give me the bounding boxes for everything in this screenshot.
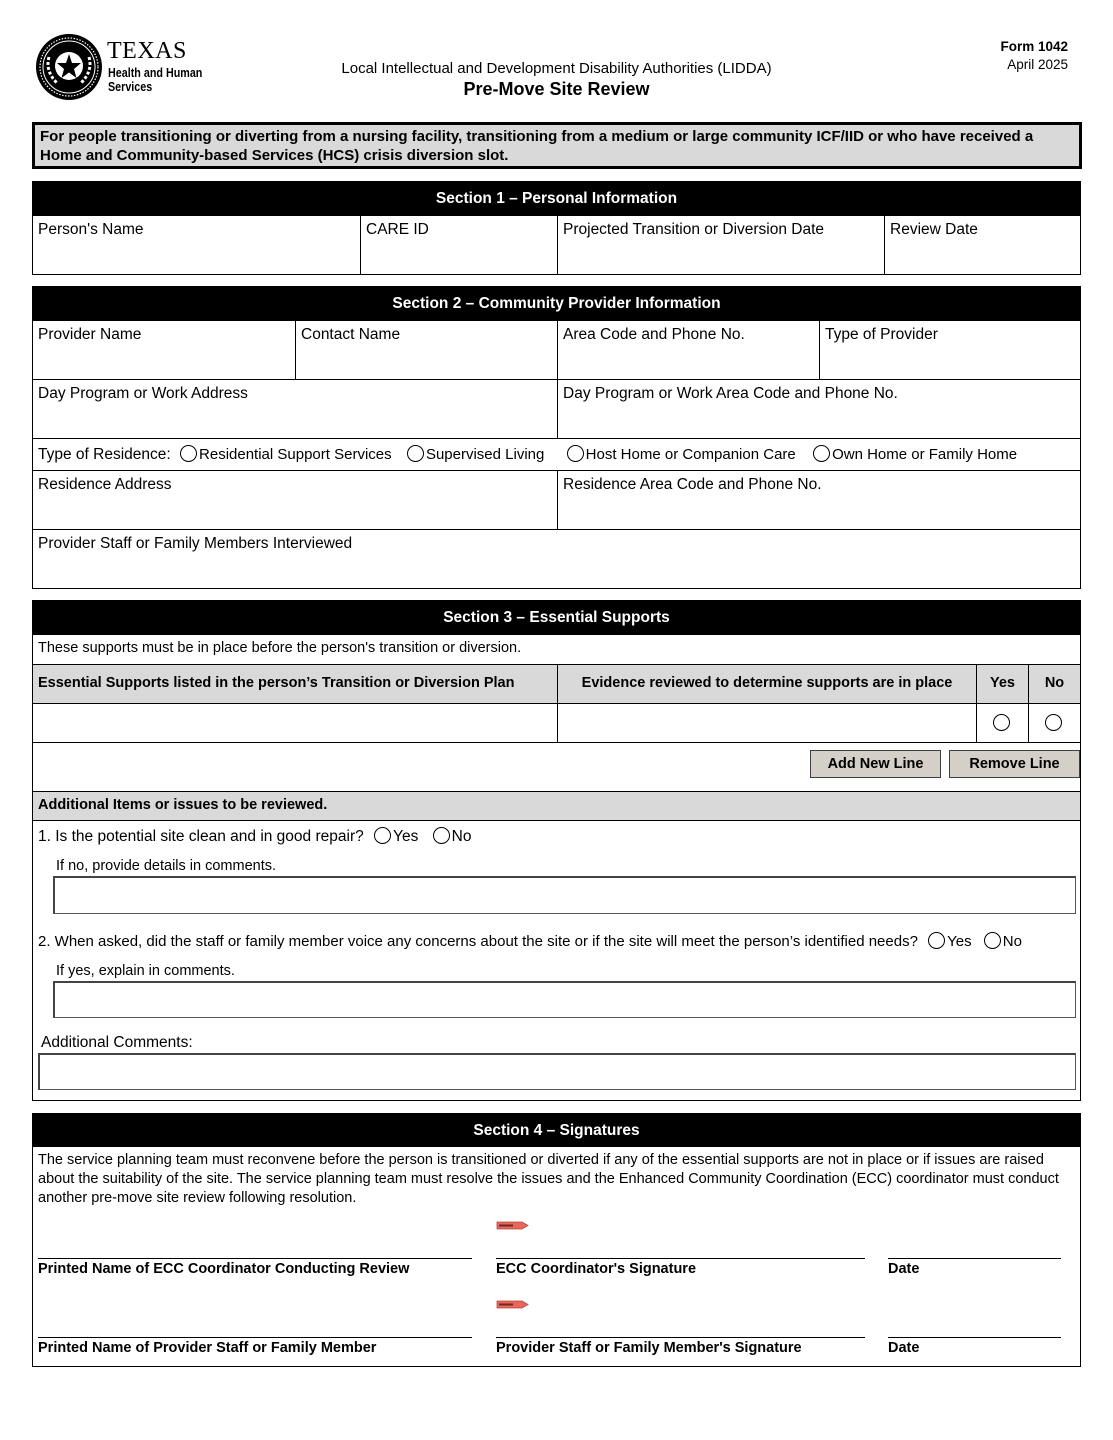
- radio-button[interactable]: [567, 445, 584, 462]
- col-yes: Yes: [976, 665, 1028, 703]
- radio-button[interactable]: [433, 827, 450, 844]
- form-title: Pre-Move Site Review: [463, 79, 650, 99]
- section-1-header: Section 1 – Personal Information: [33, 182, 1080, 215]
- provider-date-label: Date: [888, 1340, 920, 1356]
- provider-printed-name-label: Printed Name of Provider Staff or Family Member: [38, 1340, 377, 1356]
- table-row: [33, 703, 1080, 742]
- provider-signature-label: Provider Staff or Family Member's Signature: [496, 1340, 802, 1356]
- form-number-block: [1000, 38, 1068, 74]
- radio-button[interactable]: [407, 445, 424, 462]
- type-of-provider-field[interactable]: Type of Provider: [819, 321, 1080, 379]
- support-no-radio[interactable]: [1045, 714, 1062, 731]
- q1-yes-option[interactable]: Yes: [374, 828, 418, 845]
- section-4-signatures: [32, 1113, 1081, 1367]
- residence-address-field[interactable]: Residence Address: [38, 476, 172, 493]
- provider-name-field[interactable]: Provider Name: [38, 326, 142, 343]
- persons-name-field[interactable]: Person's Name: [38, 221, 144, 238]
- eligibility-banner: For people transitioning or diverting from a nursing facility, transitioning from a medium or large community ICF/IID or who have received a Home and Community-based Services (HCS) crisis diversion slot.: [32, 122, 1082, 169]
- residence-option-supervised-living[interactable]: Supervised Living: [407, 446, 544, 463]
- ecc-signature-line[interactable]: [496, 1258, 865, 1259]
- question-1: 1. Is the potential site clean and in good repair? Yes No: [38, 828, 472, 845]
- ecc-printed-name-label: Printed Name of ECC Coordinator Conducting Review: [38, 1261, 410, 1277]
- radio-button[interactable]: [374, 827, 391, 844]
- residence-option-rss[interactable]: Residential Support Services: [180, 446, 392, 463]
- support-yes-radio[interactable]: [993, 714, 1010, 731]
- section-3-essential-supports: [32, 600, 1081, 1101]
- day-program-phone-field[interactable]: Day Program or Work Area Code and Phone No.: [557, 380, 1080, 438]
- col-evidence: Evidence reviewed to determine supports are in place: [557, 665, 976, 703]
- add-new-line-button[interactable]: Add New Line: [810, 750, 941, 778]
- additional-comments-label: Additional Comments:: [41, 1034, 193, 1051]
- q1-no-option[interactable]: No: [433, 828, 472, 845]
- signatures-instructions: The service planning team must reconvene before the person is transitioned or diverted if any of the essential supports are not in place or if issues are raised about the suitability of the site. The service planning team must resolve the issues and the Enhanced Community Coordination (ECC) coordinator must conduct another pre-move site review following resolution.: [38, 1152, 1059, 1206]
- q1-comments-input[interactable]: [53, 876, 1076, 914]
- remove-line-button[interactable]: Remove Line: [949, 750, 1080, 778]
- residence-type-group: [33, 439, 1080, 470]
- logo-hhs-text: Health and Human Services: [108, 66, 203, 94]
- q2-no-option[interactable]: No: [984, 933, 1022, 950]
- projected-date-field[interactable]: Projected Transition or Diversion Date: [557, 216, 884, 274]
- col-no: No: [1028, 665, 1080, 703]
- section-4-header: Section 4 – Signatures: [33, 1114, 1080, 1147]
- logo-texas-text: TEXAS: [107, 38, 187, 64]
- contact-name-field[interactable]: Contact Name: [295, 321, 557, 379]
- section-1-personal-information: [32, 181, 1081, 275]
- care-id-field[interactable]: CARE ID: [360, 216, 557, 274]
- q1-hint: If no, provide details in comments.: [56, 858, 277, 874]
- sign-here-tag-icon[interactable]: [496, 1221, 529, 1230]
- section-3-header: Section 3 – Essential Supports: [33, 601, 1080, 634]
- q2-comments-input[interactable]: [53, 981, 1076, 1018]
- question-2: 2. When asked, did the staff or family member voice any concerns about the site or if the site will meet the person’s identified needs? Yes No: [38, 933, 1022, 950]
- ecc-date-line[interactable]: [888, 1258, 1061, 1259]
- sign-here-tag-icon[interactable]: [496, 1300, 529, 1309]
- provider-date-line[interactable]: [888, 1337, 1061, 1338]
- ecc-date-label: Date: [888, 1261, 920, 1277]
- q2-hint: If yes, explain in comments.: [56, 963, 235, 979]
- section-3-intro: These supports must be in place before the person's transition or diversion.: [38, 640, 522, 656]
- radio-button[interactable]: [928, 932, 945, 949]
- form-date: April 2025: [1007, 57, 1068, 72]
- ecc-signature-label: ECC Coordinator's Signature: [496, 1261, 697, 1277]
- provider-phone-field[interactable]: Area Code and Phone No.: [557, 321, 819, 379]
- additional-comments-input[interactable]: [38, 1053, 1076, 1090]
- provider-signature-line[interactable]: [496, 1337, 865, 1338]
- residence-type-label: Type of Residence:: [38, 446, 171, 463]
- col-essential-supports: Essential Supports listed in the person’s Transition or Diversion Plan: [38, 675, 515, 691]
- additional-items-header: Additional Items or issues to be reviewed.: [38, 797, 328, 813]
- section-2-header: Section 2 – Community Provider Information: [33, 287, 1080, 320]
- ecc-printed-name-line[interactable]: [38, 1258, 472, 1259]
- residence-option-host-home[interactable]: Host Home or Companion Care: [567, 446, 796, 463]
- interviewed-field[interactable]: Provider Staff or Family Members Interviewed: [38, 535, 353, 552]
- section-2-provider-information: [32, 286, 1081, 589]
- residence-phone-field[interactable]: Residence Area Code and Phone No.: [557, 471, 1080, 529]
- essential-support-input[interactable]: [33, 704, 557, 742]
- form-subtitle: Local Intellectual and Development Disability Authorities (LIDDA): [341, 60, 772, 77]
- q2-yes-option[interactable]: Yes: [928, 933, 971, 950]
- radio-button[interactable]: [984, 932, 1001, 949]
- review-date-field[interactable]: Review Date: [884, 216, 1080, 274]
- day-program-address-field[interactable]: Day Program or Work Address: [38, 385, 248, 402]
- residence-option-own-home[interactable]: Own Home or Family Home: [813, 446, 1017, 463]
- form-number: Form 1042: [1000, 39, 1068, 54]
- radio-button[interactable]: [180, 445, 197, 462]
- evidence-input[interactable]: [557, 704, 976, 742]
- provider-printed-name-line[interactable]: [38, 1337, 472, 1338]
- radio-button[interactable]: [813, 445, 830, 462]
